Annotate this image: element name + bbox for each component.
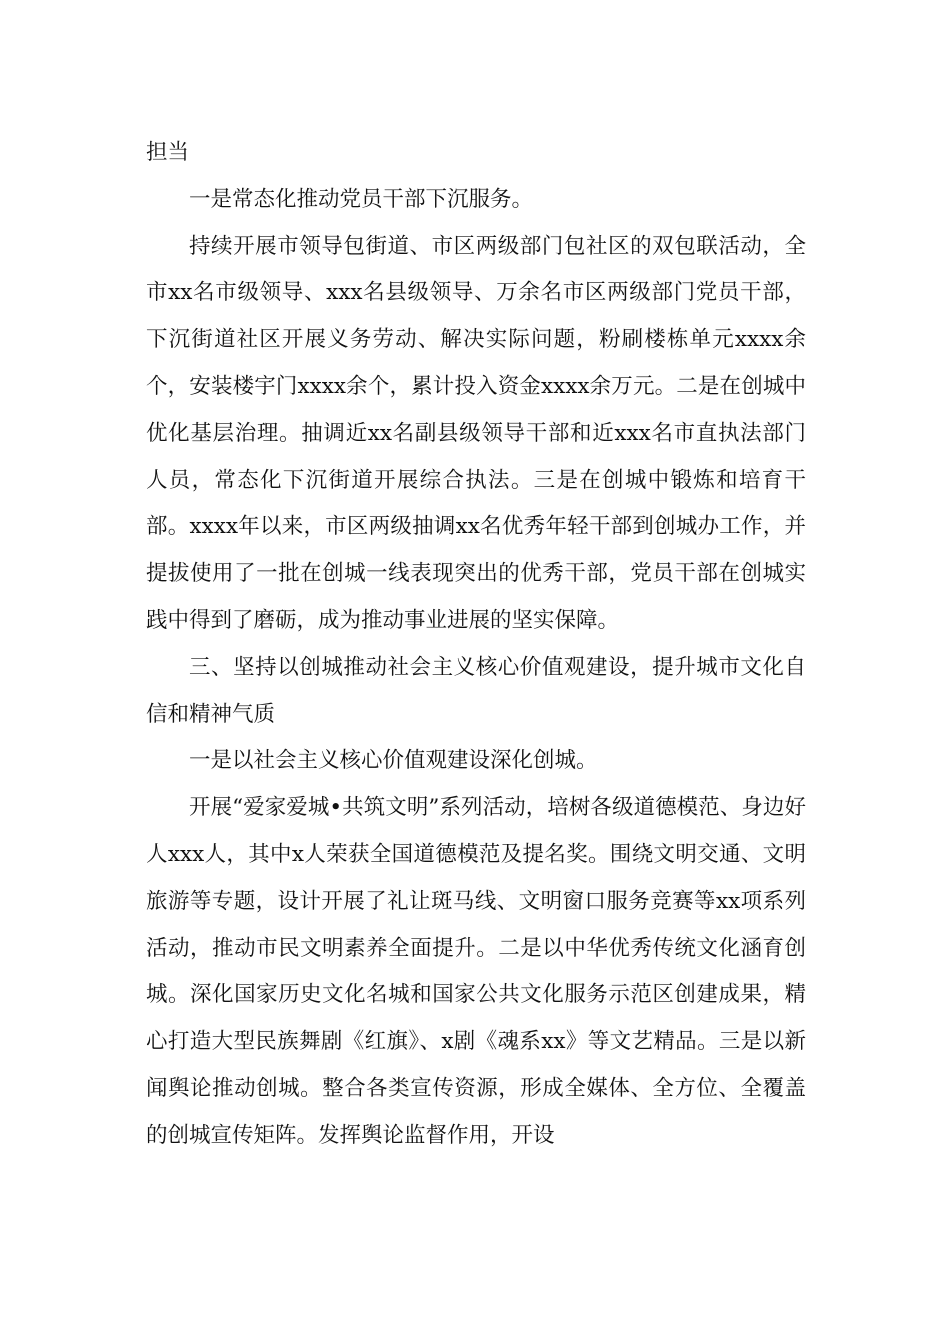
section-heading-core-values: 三、坚持以创城推动社会主义核心价值观建设，提升城市文化自信和精神气质 <box>146 654 806 727</box>
paragraph-civilization-activities: 开展“爱家爱城•共筑文明”系列活动，培树各级道德模范、身边好人xxx人，其中x人荣获全国道德模范及提名奖。围绕文明交通、文明旅游等专题，设计开展了礼让斑马线、文明窗口服务竞赛等xx项系列活动，推动市民文明素养全面提升。二是以中华优秀传统文化涵育创城。深化国家历史文化名城和国家公共文化服务示范区创建成果，精心打造大型民族舞剧《红旗》、x剧《魂系xx》等文艺精品。三是以新闻舆论推动创城。整合各类宣传资源，形成全媒体、全方位、全覆盖的创城宣传矩阵。发挥舆论监督作用，开设 <box>146 795 806 1148</box>
section-heading-continuation: 担当 <box>146 140 190 165</box>
subheading-core-values: 一是以社会主义核心价值观建设深化创城。 <box>189 748 598 774</box>
paragraph-double-contact: 持续开展市领导包街道、市区两级部门包社区的双包联活动，全市xx名市级领导、xxx名县级领导、万余名市区两级部门党员干部，下沉街道社区开展义务劳动、解决实际问题，粉刷楼栋单元xxxx余个，安装楼宇门xxxx余个，累计投入资金xxxx余万元。二是在创城中优化基层治理。抽调近xx名副县级领导干部和近xxx名市直执法部门人员，常态化下沉街道开展综合执法。三是在创城中锻炼和培育干部。xxxx年以来，市区两级抽调xx名优秀年轻干部到创城办工作，并提拔使用了一批在创城一线表现突出的优秀干部，党员干部在创城实践中得到了磨砺，成为推动事业进展的坚实保障。 <box>146 233 806 633</box>
document-body <box>146 130 806 1160</box>
subheading-cadre-service: 一是常态化推动党员干部下沉服务。 <box>189 186 534 212</box>
